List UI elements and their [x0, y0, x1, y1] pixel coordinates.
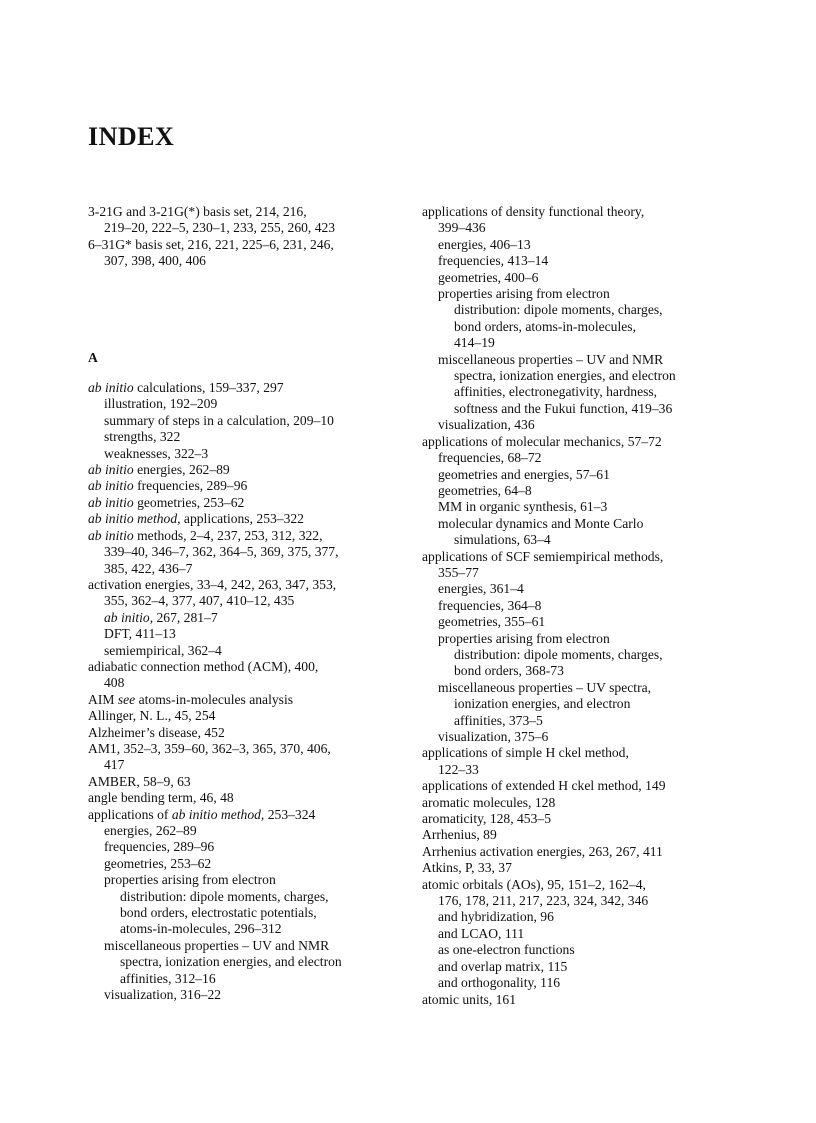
index-entry-text: softness and the Fukui function, 419–36 — [454, 400, 673, 416]
index-entry — [422, 417, 740, 433]
index-entry-italic-text: ab initio — [88, 462, 134, 478]
index-entry-text: affinities, 312–16 — [120, 970, 216, 986]
index-entry-text: Atkins, P, 33, 37 — [422, 860, 512, 876]
index-entry-text: miscellaneous properties – UV and NMR — [104, 937, 330, 953]
index-entry — [422, 926, 740, 942]
block-gap — [88, 270, 406, 350]
index-entry-text: geometries and energies, 57–61 — [438, 466, 610, 482]
index-entry-text: Allinger, N. L., 45, 254 — [88, 708, 216, 724]
index-entry-text: frequencies, 289–96 — [104, 839, 215, 855]
index-entry — [422, 713, 740, 729]
index-entry — [422, 302, 740, 318]
index-entry — [88, 593, 406, 609]
index-entry — [422, 384, 740, 400]
index-entry — [88, 971, 406, 987]
index-entry — [422, 352, 740, 368]
index-entry — [88, 987, 406, 1003]
index-entry-text: Arrhenius, 89 — [422, 827, 497, 843]
index-entry-text: molecular dynamics and Monte Carlo — [438, 515, 644, 531]
index-entry — [88, 446, 406, 462]
index-entry-text: weaknesses, 322–3 — [104, 445, 209, 461]
page-title: INDEX — [88, 122, 175, 151]
index-entry — [88, 725, 406, 741]
index-entry-text: properties arising from electron — [104, 872, 276, 888]
index-entry-text: 267, 281–7 — [153, 609, 218, 625]
index-entry-text: activation energies, 33–4, 242, 263, 347, 353, — [88, 576, 337, 592]
index-entry — [422, 909, 740, 925]
index-entry-text: applications of SCF semiempirical methods, — [422, 548, 664, 564]
index-entry-text: frequencies, 68–72 — [438, 450, 542, 466]
index-entry-italic-text: ab initio method, — [171, 806, 265, 822]
index-entry — [422, 893, 740, 909]
index-entry-text: properties arising from electron — [438, 630, 610, 646]
index-entry-text: 219–20, 222–5, 230–1, 233, 255, 260, 423 — [104, 220, 336, 236]
index-entry-text: bond orders, 368-73 — [454, 663, 564, 679]
index-entry-text: bond orders, atoms-in-molecules, — [454, 318, 636, 334]
index-entry — [422, 565, 740, 581]
index-entry — [88, 429, 406, 445]
index-entry-text: AMBER, 58–9, 63 — [88, 773, 191, 789]
index-entry — [422, 975, 740, 991]
index-entry-text: and hybridization, 96 — [438, 909, 554, 925]
index-entry — [88, 675, 406, 691]
index-entry — [422, 614, 740, 630]
index-entry-text: applications of — [88, 806, 172, 822]
index-entry — [88, 921, 406, 937]
index-entry-text: summary of steps in a calculation, 209–10 — [104, 412, 334, 428]
index-entry — [88, 790, 406, 806]
index-entry-text: miscellaneous properties – UV spectra, — [438, 679, 652, 695]
index-entry — [88, 774, 406, 790]
index-entry-text: energies, 262–89 — [104, 823, 197, 838]
index-entry — [88, 413, 406, 429]
index-entry-italic-text: ab initio method, — [88, 511, 181, 527]
index-entry-text: semiempirical, 362–4 — [104, 642, 222, 658]
index-entry — [88, 528, 406, 544]
index-entry — [422, 959, 740, 975]
index-entry — [88, 839, 406, 855]
index-entry-text: methods, 2–4, 237, 253, 312, 322, — [133, 527, 323, 543]
index-entry-text: AIM — [88, 691, 118, 707]
index-entry-italic-text: ab initio — [88, 494, 134, 510]
index-entry-text: 399–436 — [438, 220, 486, 236]
index-entry-text: applications, 253–322 — [180, 511, 304, 527]
index-entry-text: affinities, 373–5 — [454, 712, 543, 728]
index-entry-text: energies, 262–89 — [133, 462, 230, 478]
index-column-right — [422, 204, 740, 1008]
index-entry — [88, 708, 406, 724]
index-entry-text: distribution: dipole moments, charges, — [454, 646, 663, 662]
index-entry — [88, 396, 406, 412]
index-entry — [422, 762, 740, 778]
index-entry-text: distribution: dipole moments, charges, — [454, 302, 663, 318]
index-entry-text: frequencies, 413–14 — [438, 253, 549, 269]
index-entry — [88, 938, 406, 954]
index-entry — [88, 872, 406, 888]
index-entry-text: applications of density functional theory, — [422, 204, 645, 219]
index-entry-text: affinities, electronegativity, hardness, — [454, 384, 658, 400]
index-entry-text: atoms-in-molecules analysis — [135, 691, 294, 707]
index-entry-text: Alzheimer’s disease, 452 — [88, 724, 225, 740]
index-entry-text: MM in organic synthesis, 61–3 — [438, 499, 608, 515]
index-entry — [422, 877, 740, 893]
index-entry — [88, 204, 406, 220]
index-entry-text: 417 — [104, 757, 125, 773]
index-entry-text: 307, 398, 400, 406 — [104, 253, 206, 269]
index-entry — [422, 450, 740, 466]
index-entry — [422, 253, 740, 269]
index-entry-text: 6–31G* basis set, 216, 221, 225–6, 231, 246, — [88, 236, 334, 252]
index-entry-text: Arrhenius activation energies, 263, 267, 411 — [422, 843, 663, 859]
index-entry-text: geometries, 400–6 — [438, 269, 539, 285]
index-column-left — [88, 204, 406, 1003]
index-entry — [422, 368, 740, 384]
index-entry — [88, 577, 406, 593]
index-entry-text: simulations, 63–4 — [454, 532, 551, 548]
index-entry-text: as one-electron functions — [438, 942, 575, 958]
index-entry-text: 408 — [104, 675, 125, 691]
index-entry — [88, 889, 406, 905]
index-entry — [422, 549, 740, 565]
index-entry-text: geometries, 253–62 — [133, 494, 245, 510]
index-entry — [422, 220, 740, 236]
index-entry — [422, 696, 740, 712]
index-entry-text: AM1, 352–3, 359–60, 362–3, 365, 370, 406, — [88, 740, 331, 756]
index-entry — [422, 237, 740, 253]
index-entry — [422, 286, 740, 302]
index-entry — [88, 954, 406, 970]
index-entry — [422, 811, 740, 827]
index-entry-italic-text: see — [117, 691, 136, 707]
index-entry-text: atomic orbitals (AOs), 95, 151–2, 162–4, — [422, 876, 646, 892]
index-entry — [422, 680, 740, 696]
index-entry-italic-text: ab initio — [88, 527, 134, 543]
index-entry — [88, 692, 406, 708]
index-entry — [88, 380, 406, 396]
index-entry — [422, 631, 740, 647]
index-entry — [422, 598, 740, 614]
index-entry — [88, 237, 406, 253]
index-entry-text: atomic units, 161 — [422, 991, 517, 1007]
index-entry-text: strengths, 322 — [104, 429, 181, 445]
section-letter: A — [88, 349, 98, 365]
index-entry — [422, 434, 740, 450]
index-entry-text: 253–324 — [264, 806, 316, 822]
index-block-numeric — [88, 204, 406, 270]
index-entry — [88, 253, 406, 269]
index-entry-text: energies, 406–13 — [438, 236, 531, 252]
index-entry — [422, 729, 740, 745]
index-entry-text: 3-21G and 3-21G(*) basis set, 214, 216, — [88, 204, 307, 219]
index-entry-text: properties arising from electron — [438, 286, 610, 302]
index-entry-text: atoms-in-molecules, 296–312 — [120, 921, 282, 937]
index-entry-text: 176, 178, 211, 217, 223, 324, 342, 346 — [438, 893, 649, 909]
index-entry-text: visualization, 375–6 — [438, 729, 549, 744]
index-entry — [88, 823, 406, 839]
index-entry — [422, 401, 740, 417]
index-entry — [422, 778, 740, 794]
index-entry — [88, 643, 406, 659]
index-entry — [422, 467, 740, 483]
index-entry-italic-text: ab initio — [88, 478, 134, 494]
index-entry — [422, 499, 740, 515]
index-entry — [88, 905, 406, 921]
index-entry-text: visualization, 436 — [438, 417, 535, 433]
index-entry — [422, 860, 740, 876]
index-entry-text: distribution: dipole moments, charges, — [120, 888, 329, 904]
index-entry-text: illustration, 192–209 — [104, 396, 218, 412]
index-entry — [422, 581, 740, 597]
index-entry-text: geometries, 355–61 — [438, 614, 546, 630]
index-entry — [422, 516, 740, 532]
index-entry — [88, 807, 406, 823]
index-entry-text: applications of simple H ckel method, — [422, 745, 629, 761]
index-entry-text: bond orders, electrostatic potentials, — [120, 905, 317, 921]
index-entry-text: calculations, 159–337, 297 — [133, 380, 284, 396]
index-entry-text: frequencies, 364–8 — [438, 597, 542, 613]
index-entry-text: aromatic molecules, 128 — [422, 794, 556, 810]
index-block-a — [88, 380, 406, 1003]
index-entry-italic-text: ab initio, — [104, 609, 154, 625]
index-entry-text: adiabatic connection method (ACM), 400, — [88, 658, 319, 674]
index-entry — [422, 335, 740, 351]
index-entry-text: and orthogonality, 116 — [438, 975, 561, 991]
index-entry — [422, 647, 740, 663]
index-entry — [422, 270, 740, 286]
index-entry — [422, 827, 740, 843]
index-entry — [88, 659, 406, 675]
index-entry-text: and LCAO, 111 — [438, 925, 525, 941]
index-entry-text: and overlap matrix, 115 — [438, 958, 568, 974]
index-entry — [422, 532, 740, 548]
index-entry — [88, 462, 406, 478]
index-entry-text: ionization energies, and electron — [454, 696, 631, 712]
index-entry — [88, 511, 406, 527]
index-entry-text: energies, 361–4 — [438, 581, 524, 597]
index-entry-text: 122–33 — [438, 761, 479, 777]
index-entry — [88, 856, 406, 872]
index-entry — [422, 992, 740, 1008]
index-entry-text: angle bending term, 46, 48 — [88, 790, 234, 806]
index-entry — [88, 495, 406, 511]
index-entry — [88, 561, 406, 577]
index-entry — [422, 795, 740, 811]
index-entry — [422, 942, 740, 958]
index-block-a-continued — [422, 204, 740, 1008]
index-entry-text: miscellaneous properties – UV and NMR — [438, 351, 664, 367]
index-entry — [422, 204, 740, 220]
index-entry — [422, 844, 740, 860]
index-entry — [422, 483, 740, 499]
index-entry — [88, 220, 406, 236]
index-entry-italic-text: ab initio — [88, 380, 134, 396]
index-entry-text: aromaticity, 128, 453–5 — [422, 811, 551, 827]
index-entry-text: visualization, 316–22 — [104, 987, 222, 1003]
index-entry-text: geometries, 64–8 — [438, 482, 532, 498]
index-entry — [422, 745, 740, 761]
index-entry-text: 414–19 — [454, 335, 495, 351]
index-entry — [88, 757, 406, 773]
index-entry-text: frequencies, 289–96 — [133, 478, 248, 494]
index-entry — [422, 663, 740, 679]
index-entry — [422, 319, 740, 335]
index-entry-text: 355, 362–4, 377, 407, 410–12, 435 — [104, 593, 295, 609]
index-entry-text: 339–40, 346–7, 362, 364–5, 369, 375, 377, — [104, 544, 339, 560]
index-entry-text: geometries, 253–62 — [104, 855, 212, 871]
index-entry-text: 385, 422, 436–7 — [104, 560, 193, 576]
index-entry-text: 355–77 — [438, 564, 479, 580]
index-entry — [88, 478, 406, 494]
index-entry-text: spectra, ionization energies, and electron — [454, 368, 676, 384]
index-entry-text: DFT, 411–13 — [104, 626, 176, 642]
index-entry — [88, 741, 406, 757]
index-entry-text: applications of extended H ckel method, 149 — [422, 778, 666, 794]
section-gap — [88, 366, 406, 380]
index-entry — [88, 626, 406, 642]
index-entry — [88, 610, 406, 626]
index-entry-text: applications of molecular mechanics, 57–72 — [422, 433, 662, 449]
index-entry — [88, 544, 406, 560]
index-entry-text: spectra, ionization energies, and electron — [120, 954, 342, 970]
